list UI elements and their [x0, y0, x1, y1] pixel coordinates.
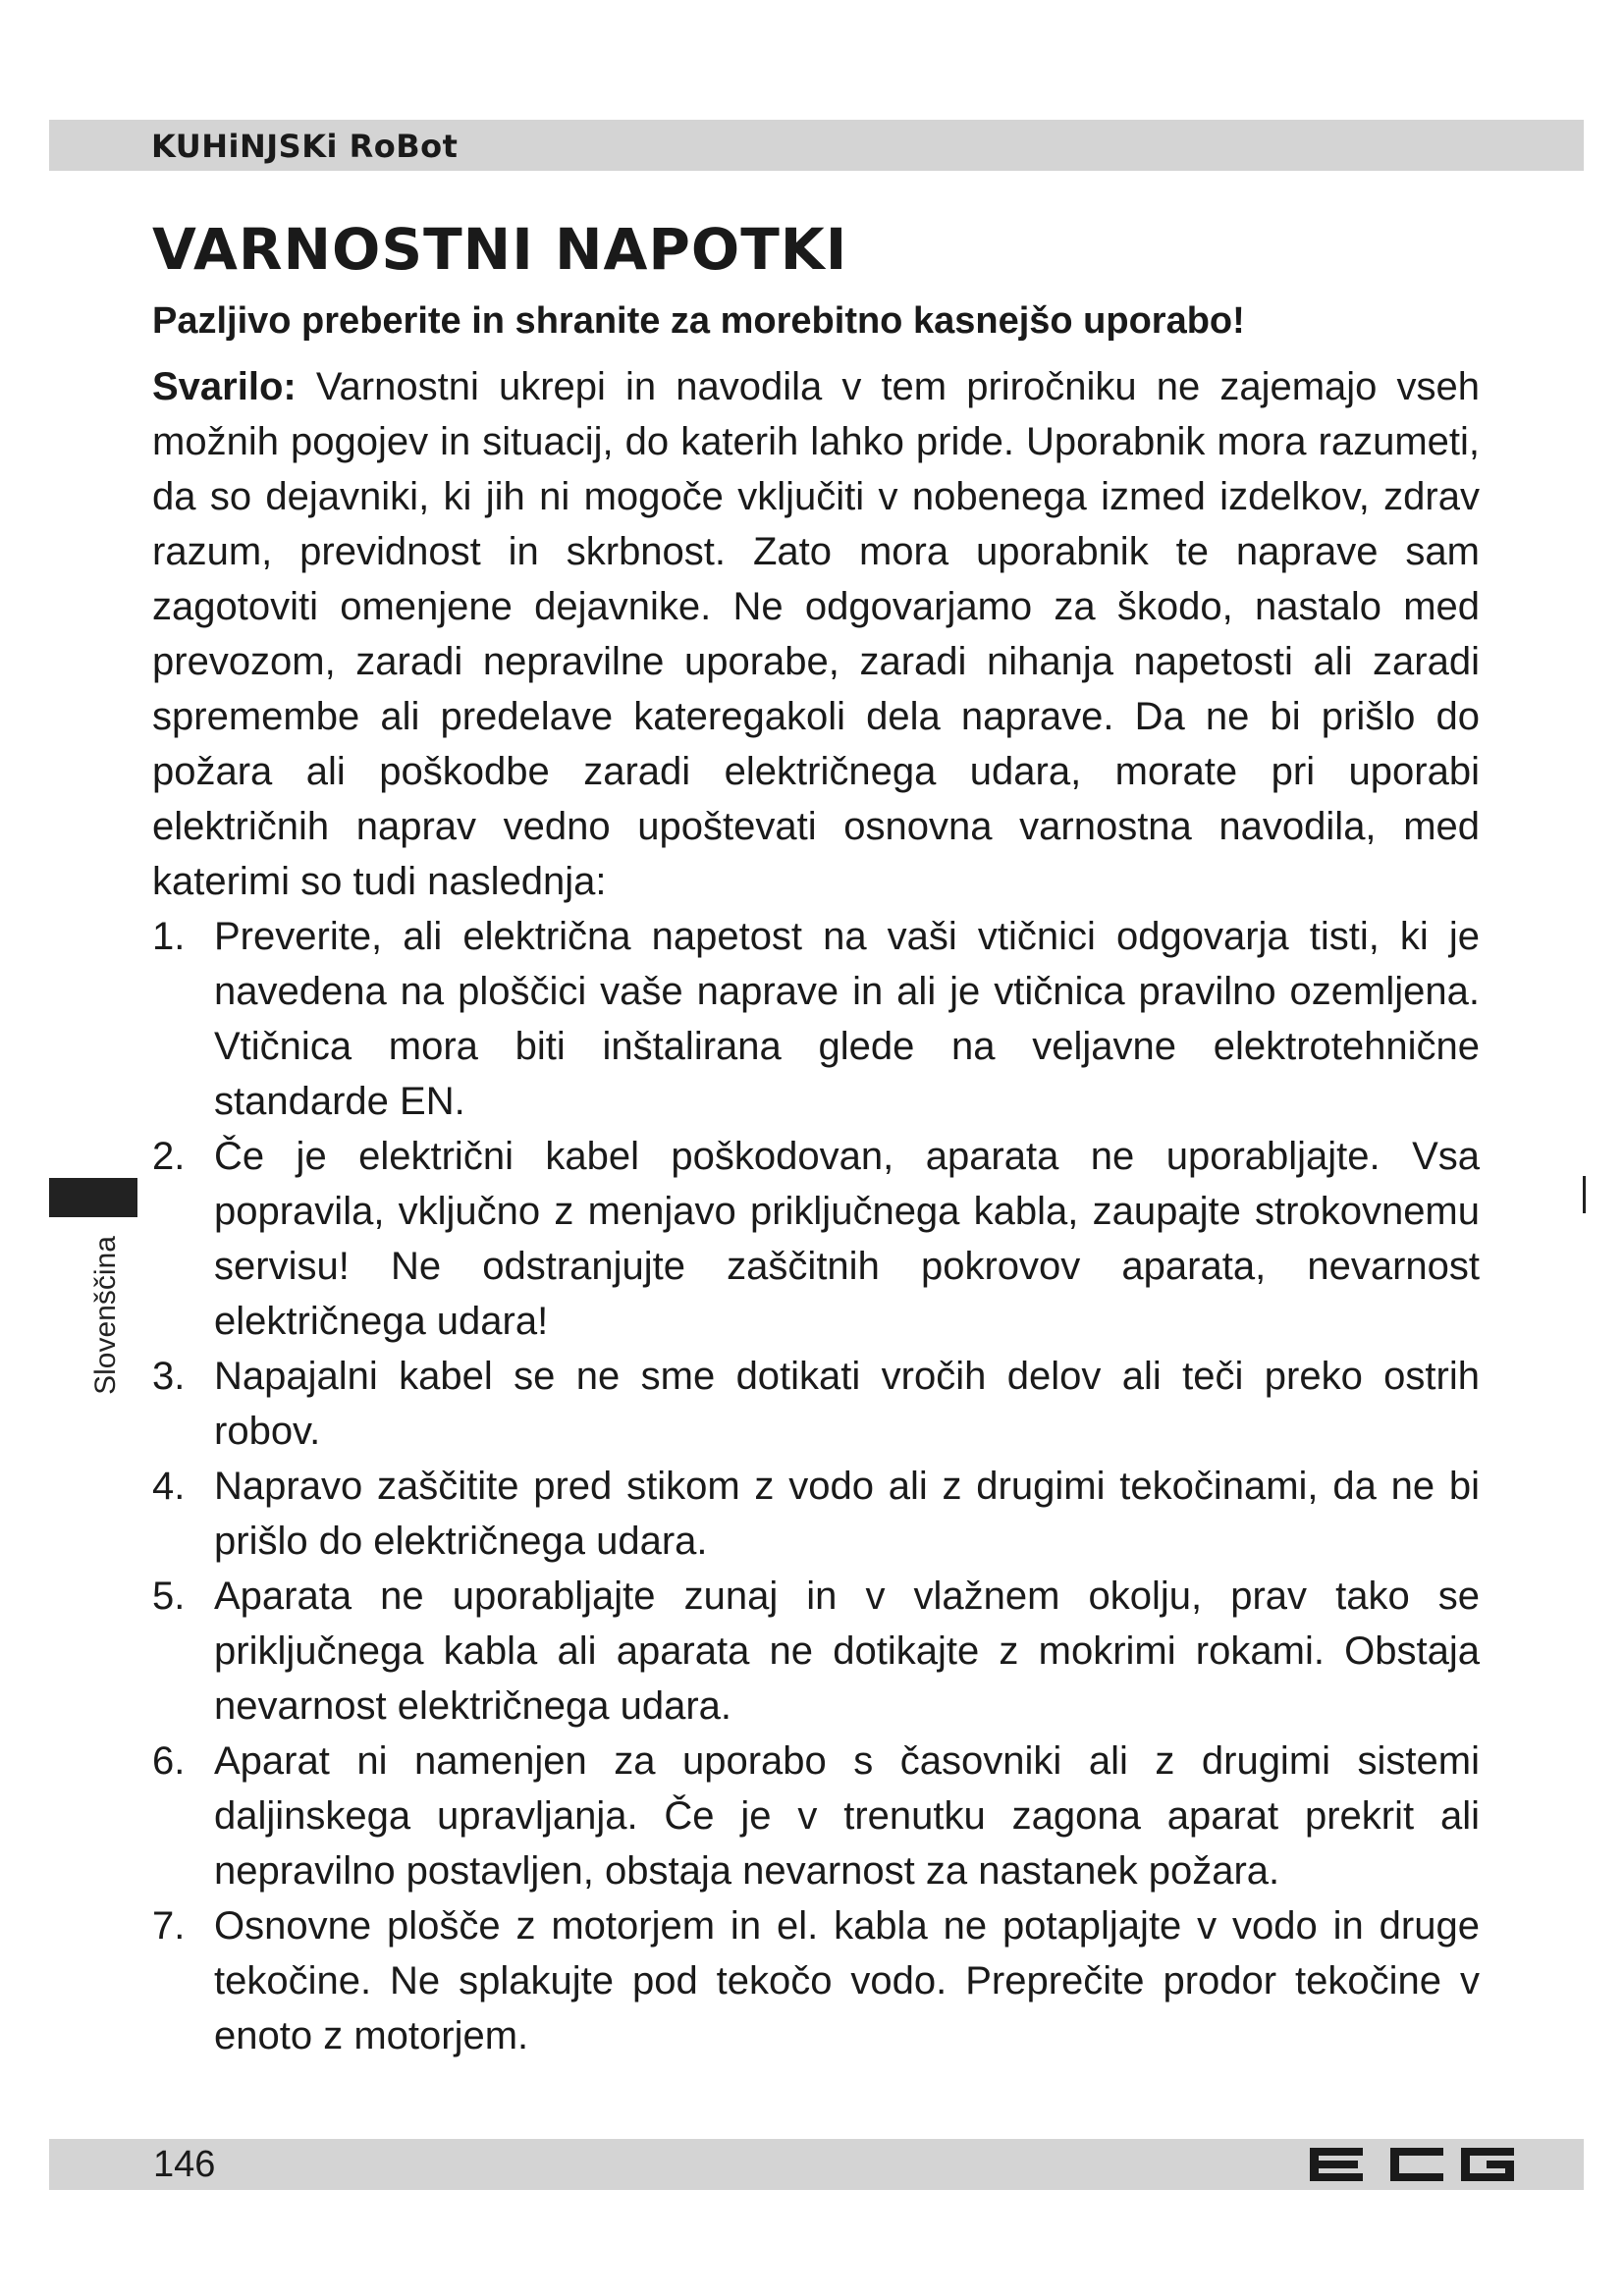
item-number: 6. — [152, 1739, 186, 1783]
subtitle: Pazljivo preberite in shranite za morebitno kasnejšo uporabo! — [152, 300, 1245, 342]
item-number: 3. — [152, 1355, 186, 1398]
header-title: KUHiNJSKi RoBot — [151, 128, 459, 165]
item-number: 5. — [152, 1575, 186, 1618]
item-number: 1. — [152, 915, 186, 958]
intro-text: Varnostni ukrepi in navodila v tem priročniku ne zajemajo vseh možnih pogojev in situacij, do katerih lahko pride. Uporabnik mora razumeti, da so dejavniki, ki jih ni mogoče vključiti v nobenega izmed izdelkov, zdrav razum, previdnost in skrbnost. Zato mora uporabnik te naprave sam zagotoviti omenjene dejavnike. Ne odgovarjamo za škodo, nastalo med prevozom, zaradi nepravilne uporabe, zaradi nihanja napetosti ali zaradi spremembe ali predelave kateregakoli dela naprave. Da ne bi prišlo do požara ali poškodbe zaradi električnega udara, morate pri uporabi električnih naprav vedno upoštevati osnovna varnostna navodila, med katerimi so tudi naslednja: — [152, 365, 1480, 903]
warning-label: Svarilo: — [152, 365, 297, 408]
item-text: Napravo zaščitite pred stikom z vodo ali z drugimi tekočinami, da ne bi prišlo do električnega udara. — [214, 1465, 1480, 1563]
item-number: 7. — [152, 1904, 186, 1948]
footer-bar — [49, 2139, 1584, 2190]
list-item — [152, 1569, 1480, 1734]
language-label: Slovenščina — [89, 1236, 122, 1395]
list-item — [152, 1459, 1480, 1569]
item-number: 2. — [152, 1135, 186, 1178]
language-tab — [49, 1178, 137, 1217]
item-text: Aparata ne uporabljajte zunaj in v vlažnem okolju, prav tako se priključnega kabla ali aparata ne dotikajte z mokrimi rokami. Obstaja nevarnost električnega udara. — [214, 1575, 1480, 1728]
list-item — [152, 1898, 1480, 2063]
safety-list — [152, 909, 1480, 2063]
list-item — [152, 1734, 1480, 1898]
item-text: Aparat ni namenjen za uporabo s časovniki ali z drugimi sistemi daljinskega upravljanja. Če je v trenutku zagona aparat prekrit ali nepravilno postavljen, obstaja nevarnost za nastanek požara. — [214, 1739, 1480, 1893]
margin-mark — [1583, 1176, 1586, 1213]
page-title: VARNOSTNI NAPOTKI — [152, 216, 848, 283]
intro-paragraph — [152, 359, 1480, 909]
page-number: 146 — [153, 2144, 216, 2185]
list-item — [152, 1349, 1480, 1459]
item-text: Če je električni kabel poškodovan, aparata ne uporabljajte. Vsa popravila, vključno z menjavo priključnega kabla, zaupajte strokovnemu servisu! Ne odstranjujte zaščitnih pokrovov aparata, nevarnost električnega udara! — [214, 1135, 1480, 1343]
ecg-logo — [1304, 2145, 1516, 2189]
list-item — [152, 909, 1480, 1129]
item-text: Napajalni kabel se ne sme dotikati vročih delov ali teči preko ostrih robov. — [214, 1355, 1480, 1453]
main-content — [152, 214, 1480, 2063]
item-text: Osnovne plošče z motorjem in el. kabla ne potapljajte v vodo in druge tekočine. Ne splakujte pod tekočo vodo. Preprečite prodor tekočine v enoto z motorjem. — [214, 1904, 1480, 2057]
list-item — [152, 1129, 1480, 1349]
header-bar — [49, 120, 1584, 171]
item-number: 4. — [152, 1465, 186, 1508]
ecg-logo-icon — [1304, 2145, 1516, 2184]
item-text: Preverite, ali električna napetost na vaši vtičnici odgovarja tisti, ki je navedena na ploščici vaše naprave in ali je vtičnica pravilno ozemljena. Vtičnica mora biti inštalirana glede na veljavne elektrotehnične standarde EN. — [214, 915, 1480, 1123]
